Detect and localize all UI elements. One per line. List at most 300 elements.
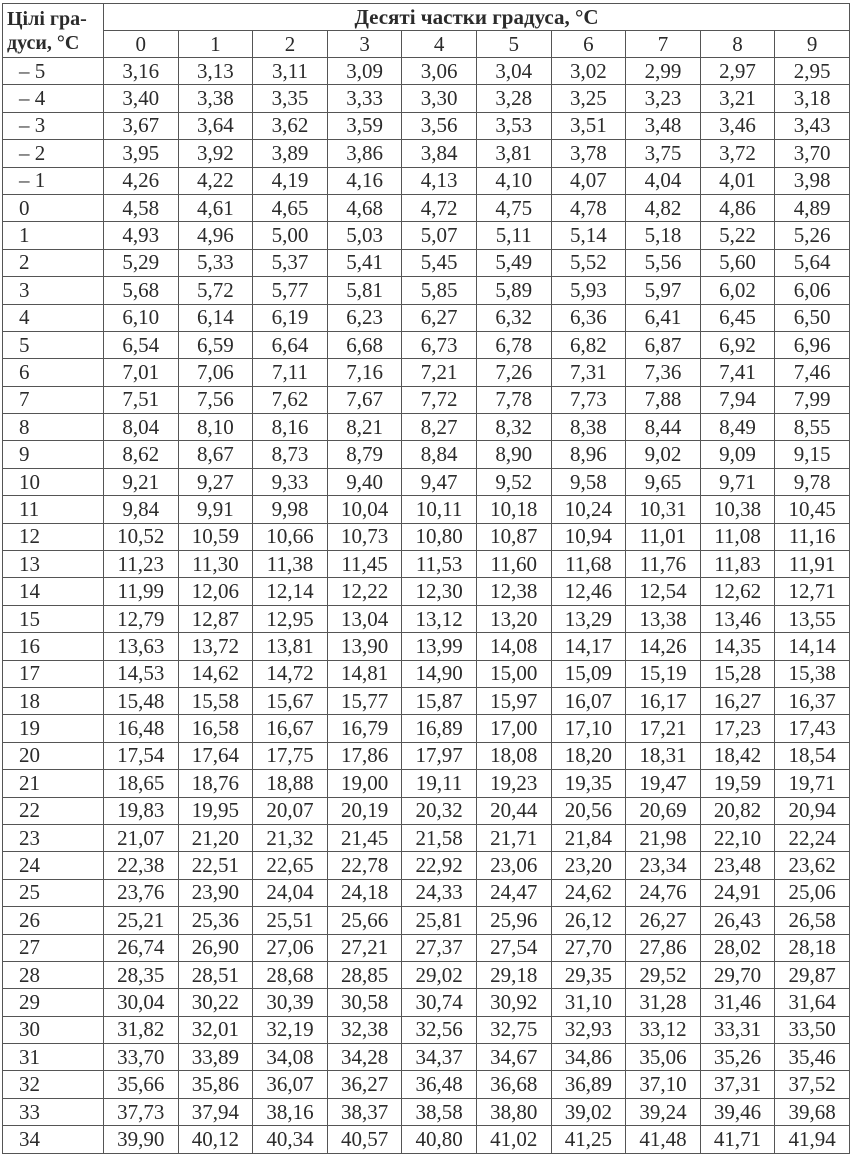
table-cell: 5,85 [402,277,477,304]
table-cell: 23,06 [476,852,551,879]
table-cell: 32,56 [402,1016,477,1043]
table-cell: 3,78 [551,140,626,167]
table-cell: 3,21 [700,85,775,112]
table-cell: 24,04 [253,879,328,906]
table-cell: 20,69 [626,797,701,824]
table-cell: 6,78 [476,331,551,358]
table-cell: 11,08 [700,523,775,550]
table-row [3,1016,850,1043]
table-cell: 23,90 [178,879,253,906]
table-cell: 9,09 [700,441,775,468]
table-row [3,304,850,331]
table-cell: 15,67 [253,687,328,714]
table-cell: 8,62 [104,441,179,468]
row-label: – 3 [3,112,104,139]
table-cell: 12,06 [178,578,253,605]
table-cell: 14,72 [253,660,328,687]
table-cell: 4,72 [402,194,477,221]
table-cell: 33,12 [626,1016,701,1043]
table-cell: 25,06 [775,879,850,906]
table-cell: 9,98 [253,496,328,523]
table-row [3,468,850,495]
table-cell: 3,23 [626,85,701,112]
table-cell: 35,46 [775,1044,850,1071]
table-cell: 17,75 [253,742,328,769]
table-cell: 5,22 [700,222,775,249]
table-cell: 23,76 [104,879,179,906]
table-row [3,989,850,1016]
table-cell: 38,16 [253,1098,328,1125]
row-label: 5 [3,331,104,358]
table-cell: 17,10 [551,715,626,742]
table-cell: 27,06 [253,934,328,961]
table-cell: 34,08 [253,1044,328,1071]
table-cell: 9,52 [476,468,551,495]
row-label: 31 [3,1044,104,1071]
table-cell: 10,11 [402,496,477,523]
table-cell: 8,44 [626,414,701,441]
table-cell: 23,62 [775,852,850,879]
table-cell: 10,87 [476,523,551,550]
table-cell: 13,55 [775,605,850,632]
table-cell: 35,26 [700,1044,775,1071]
table-cell: 3,51 [551,112,626,139]
table-cell: 8,67 [178,441,253,468]
table-cell: 6,32 [476,304,551,331]
table-cell: 10,18 [476,496,551,523]
table-cell: 24,76 [626,879,701,906]
table-cell: 7,94 [700,386,775,413]
table-row [3,578,850,605]
table-row [3,222,850,249]
table-cell: 6,19 [253,304,328,331]
table-cell: 29,87 [775,961,850,988]
table-cell: 6,54 [104,331,179,358]
table-row [3,934,850,961]
row-label: 16 [3,633,104,660]
table-cell: 6,41 [626,304,701,331]
table-cell: 11,60 [476,551,551,578]
table-cell: 7,06 [178,359,253,386]
table-cell: 10,94 [551,523,626,550]
table-cell: 6,96 [775,331,850,358]
table-cell: 4,96 [178,222,253,249]
column-header: 1 [178,31,253,58]
table-cell: 9,15 [775,441,850,468]
table-cell: 22,92 [402,852,477,879]
table-cell: 16,37 [775,687,850,714]
table-cell: 4,82 [626,194,701,221]
table-row [3,496,850,523]
table-cell: 7,99 [775,386,850,413]
table-row [3,605,850,632]
table-cell: 3,92 [178,140,253,167]
table-cell: 11,23 [104,551,179,578]
table-cell: 14,90 [402,660,477,687]
table-cell: 38,37 [327,1098,402,1125]
table-cell: 25,96 [476,907,551,934]
table-cell: 4,26 [104,167,179,194]
table-cell: 26,90 [178,934,253,961]
table-cell: 3,64 [178,112,253,139]
table-cell: 3,11 [253,58,328,85]
table-row [3,879,850,906]
table-cell: 25,66 [327,907,402,934]
table-cell: 6,87 [626,331,701,358]
corner-header [3,4,104,58]
table-cell: 5,93 [551,277,626,304]
table-cell: 14,53 [104,660,179,687]
table-cell: 34,67 [476,1044,551,1071]
table-cell: 11,68 [551,551,626,578]
column-header-row [3,31,850,58]
row-label: 17 [3,660,104,687]
table-cell: 3,04 [476,58,551,85]
table-cell: 38,80 [476,1098,551,1125]
table-cell: 36,68 [476,1071,551,1098]
table-cell: 15,87 [402,687,477,714]
table-cell: 11,91 [775,551,850,578]
table-cell: 8,32 [476,414,551,441]
row-label: 33 [3,1098,104,1125]
table-cell: 18,31 [626,742,701,769]
table-cell: 24,91 [700,879,775,906]
table-cell: 8,90 [476,441,551,468]
table-cell: 4,01 [700,167,775,194]
table-cell: 3,81 [476,140,551,167]
table-cell: 41,25 [551,1126,626,1153]
table-cell: 10,31 [626,496,701,523]
table-cell: 17,00 [476,715,551,742]
table-cell: 14,26 [626,633,701,660]
table-cell: 6,45 [700,304,775,331]
table-cell: 35,66 [104,1071,179,1098]
table-cell: 3,30 [402,85,477,112]
table-cell: 6,73 [402,331,477,358]
table-cell: 8,21 [327,414,402,441]
table-cell: 25,81 [402,907,477,934]
table-cell: 4,86 [700,194,775,221]
table-cell: 31,28 [626,989,701,1016]
table-cell: 15,97 [476,687,551,714]
column-header: 7 [626,31,701,58]
table-row [3,249,850,276]
table-cell: 3,70 [775,140,850,167]
table-cell: 16,07 [551,687,626,714]
table-cell: 9,78 [775,468,850,495]
table-cell: 20,44 [476,797,551,824]
table-cell: 9,40 [327,468,402,495]
table-cell: 13,29 [551,605,626,632]
table-cell: 33,50 [775,1016,850,1043]
table-cell: 6,59 [178,331,253,358]
data-table [2,3,850,1154]
table-cell: 9,65 [626,468,701,495]
table-cell: 16,89 [402,715,477,742]
table-row [3,797,850,824]
table-row [3,1098,850,1125]
table-cell: 9,02 [626,441,701,468]
table-cell: 18,08 [476,742,551,769]
table-cell: 3,13 [178,58,253,85]
table-cell: 5,68 [104,277,179,304]
table-cell: 3,09 [327,58,402,85]
row-label: 30 [3,1016,104,1043]
table-cell: 36,89 [551,1071,626,1098]
table-cell: 34,86 [551,1044,626,1071]
table-cell: 10,45 [775,496,850,523]
table-cell: 20,82 [700,797,775,824]
table-cell: 5,11 [476,222,551,249]
table-cell: 32,01 [178,1016,253,1043]
column-header: 4 [402,31,477,58]
table-cell: 7,67 [327,386,402,413]
table-row [3,85,850,112]
table-row [3,715,850,742]
table-cell: 19,47 [626,770,701,797]
table-cell: 14,62 [178,660,253,687]
table-cell: 27,21 [327,934,402,961]
table-cell: 19,11 [402,770,477,797]
table-cell: 28,85 [327,961,402,988]
table-cell: 21,32 [253,824,328,851]
table-cell: 23,34 [626,852,701,879]
table-cell: 6,82 [551,331,626,358]
table-row [3,523,850,550]
table-cell: 3,84 [402,140,477,167]
table-cell: 4,10 [476,167,551,194]
row-label: 9 [3,441,104,468]
table-cell: 27,70 [551,934,626,961]
table-cell: 3,40 [104,85,179,112]
table-cell: 21,58 [402,824,477,851]
row-label: 22 [3,797,104,824]
table-cell: 3,95 [104,140,179,167]
table-cell: 7,31 [551,359,626,386]
table-cell: 7,62 [253,386,328,413]
table-cell: 22,38 [104,852,179,879]
table-cell: 3,98 [775,167,850,194]
table-cell: 19,00 [327,770,402,797]
row-label: 24 [3,852,104,879]
row-label: 6 [3,359,104,386]
table-cell: 15,28 [700,660,775,687]
table-row [3,660,850,687]
column-header: 5 [476,31,551,58]
table-row [3,277,850,304]
table-cell: 40,57 [327,1126,402,1153]
table-cell: 29,18 [476,961,551,988]
table-cell: 9,21 [104,468,179,495]
table-cell: 4,16 [327,167,402,194]
table-cell: 16,17 [626,687,701,714]
table-cell: 20,07 [253,797,328,824]
table-cell: 17,23 [700,715,775,742]
table-row [3,140,850,167]
table-cell: 5,45 [402,249,477,276]
table-cell: 5,07 [402,222,477,249]
column-header: 8 [700,31,775,58]
table-cell: 10,52 [104,523,179,550]
table-cell: 3,89 [253,140,328,167]
table-cell: 3,56 [402,112,477,139]
table-cell: 3,28 [476,85,551,112]
table-cell: 11,76 [626,551,701,578]
table-cell: 21,71 [476,824,551,851]
table-row [3,331,850,358]
table-cell: 10,24 [551,496,626,523]
table-cell: 15,00 [476,660,551,687]
table-cell: 24,33 [402,879,477,906]
table-cell: 3,75 [626,140,701,167]
table-cell: 3,46 [700,112,775,139]
table-cell: 3,06 [402,58,477,85]
table-cell: 3,43 [775,112,850,139]
row-label: 20 [3,742,104,769]
table-cell: 40,80 [402,1126,477,1153]
table-cell: 34,37 [402,1044,477,1071]
table-cell: 37,73 [104,1098,179,1125]
table-cell: 3,53 [476,112,551,139]
table-cell: 33,31 [700,1016,775,1043]
table-cell: 24,18 [327,879,402,906]
row-label: – 1 [3,167,104,194]
table-cell: 5,72 [178,277,253,304]
row-label: 12 [3,523,104,550]
table-cell: 7,56 [178,386,253,413]
table-cell: 5,49 [476,249,551,276]
table-cell: 8,96 [551,441,626,468]
table-cell: 35,06 [626,1044,701,1071]
table-cell: 4,19 [253,167,328,194]
table-cell: 7,78 [476,386,551,413]
table-cell: 37,10 [626,1071,701,1098]
table-cell: 20,19 [327,797,402,824]
row-label: 13 [3,551,104,578]
table-cell: 4,78 [551,194,626,221]
table-cell: 19,59 [700,770,775,797]
table-cell: 11,16 [775,523,850,550]
table-cell: 6,92 [700,331,775,358]
row-label: 2 [3,249,104,276]
table-cell: 13,90 [327,633,402,660]
table-cell: 5,41 [327,249,402,276]
table-row [3,907,850,934]
table-cell: 2,99 [626,58,701,85]
table-cell: 28,51 [178,961,253,988]
table-cell: 28,18 [775,934,850,961]
table-cell: 18,20 [551,742,626,769]
table-cell: 32,75 [476,1016,551,1043]
table-cell: 32,38 [327,1016,402,1043]
table-cell: 21,45 [327,824,402,851]
table-cell: 3,72 [700,140,775,167]
table-cell: 41,02 [476,1126,551,1153]
table-row [3,167,850,194]
table-cell: 41,94 [775,1126,850,1153]
row-label: 32 [3,1071,104,1098]
table-cell: 15,38 [775,660,850,687]
row-label: 15 [3,605,104,632]
table-cell: 6,23 [327,304,402,331]
table-cell: 4,89 [775,194,850,221]
table-cell: 4,22 [178,167,253,194]
table-row [3,633,850,660]
table-cell: 9,91 [178,496,253,523]
table-cell: 3,67 [104,112,179,139]
table-cell: 5,97 [626,277,701,304]
table-cell: 8,84 [402,441,477,468]
table-cell: 3,35 [253,85,328,112]
table-cell: 9,27 [178,468,253,495]
corner-label-line2: дуси, °С [7,31,80,54]
table-cell: 7,26 [476,359,551,386]
table-cell: 16,58 [178,715,253,742]
table-cell: 29,52 [626,961,701,988]
table-cell: 15,58 [178,687,253,714]
table-cell: 8,27 [402,414,477,441]
table-cell: 14,81 [327,660,402,687]
table-cell: 30,74 [402,989,477,1016]
table-cell: 30,92 [476,989,551,1016]
table-cell: 5,00 [253,222,328,249]
table-cell: 19,71 [775,770,850,797]
table-cell: 29,02 [402,961,477,988]
row-label: – 2 [3,140,104,167]
table-cell: 8,79 [327,441,402,468]
table-cell: 6,06 [775,277,850,304]
table-cell: 12,95 [253,605,328,632]
table-cell: 5,03 [327,222,402,249]
table-cell: 5,89 [476,277,551,304]
table-cell: 41,48 [626,1126,701,1153]
table-cell: 8,49 [700,414,775,441]
table-cell: 19,83 [104,797,179,824]
table-cell: 11,45 [327,551,402,578]
table-cell: 5,77 [253,277,328,304]
row-label: 14 [3,578,104,605]
table-cell: 15,77 [327,687,402,714]
table-cell: 3,48 [626,112,701,139]
table-cell: 17,54 [104,742,179,769]
table-cell: 21,20 [178,824,253,851]
table-row [3,742,850,769]
table-cell: 3,33 [327,85,402,112]
table-cell: 12,46 [551,578,626,605]
table-row [3,359,850,386]
table-cell: 4,75 [476,194,551,221]
table-cell: 31,64 [775,989,850,1016]
table-cell: 28,02 [700,934,775,961]
table-cell: 9,84 [104,496,179,523]
table-cell: 5,14 [551,222,626,249]
table-cell: 2,95 [775,58,850,85]
table-cell: 11,53 [402,551,477,578]
table-cell: 16,27 [700,687,775,714]
table-cell: 9,47 [402,468,477,495]
table-cell: 3,38 [178,85,253,112]
table-cell: 16,67 [253,715,328,742]
table-cell: 7,11 [253,359,328,386]
column-header: 9 [775,31,850,58]
row-label: 23 [3,824,104,851]
table-cell: 11,01 [626,523,701,550]
table-cell: 2,97 [700,58,775,85]
table-row [3,1044,850,1071]
table-cell: 26,58 [775,907,850,934]
table-cell: 26,74 [104,934,179,961]
table-row [3,687,850,714]
